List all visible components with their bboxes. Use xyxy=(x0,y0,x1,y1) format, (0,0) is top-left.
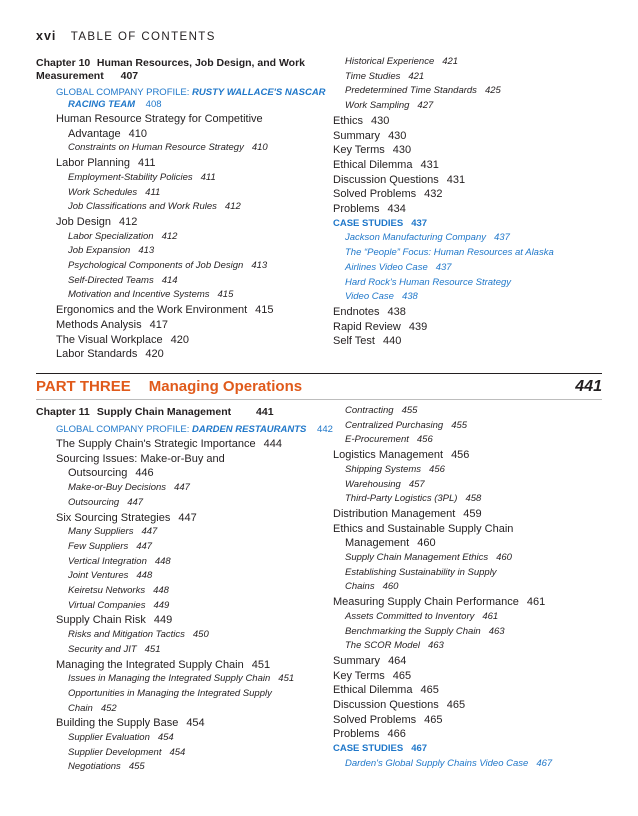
toc-section-entry[interactable] xyxy=(333,684,439,697)
entry-page-number: 413 xyxy=(251,260,268,271)
entry-page-number: 464 xyxy=(388,654,407,667)
toc-subsection-entry[interactable] xyxy=(36,260,267,272)
entry-page-number: 454 xyxy=(169,746,186,758)
entry-title: CASE STUDIES xyxy=(333,743,404,755)
entry-page-number: 439 xyxy=(408,320,428,333)
entry-page-number: 449 xyxy=(153,599,170,611)
entry-page-number: 440 xyxy=(383,335,402,348)
entry-page-number: 467 xyxy=(411,743,428,755)
toc-section-entry[interactable] xyxy=(333,449,469,462)
entry-page-number: 415 xyxy=(255,304,274,317)
toc-section-entry[interactable] xyxy=(36,304,274,317)
entry-page-number: 447 xyxy=(141,526,158,538)
entry-page-number: 448 xyxy=(154,555,171,567)
entry-page-number: 456 xyxy=(416,434,433,446)
entry-title: Security and JIT xyxy=(68,643,137,655)
entry-title: Human Resource Strategy for Competitive xyxy=(56,113,263,125)
toc-section-entry[interactable] xyxy=(333,144,411,157)
entry-title: Management xyxy=(345,537,410,550)
toc-section-entry[interactable] xyxy=(36,467,154,480)
toc-subsection-entry[interactable] xyxy=(333,464,445,476)
entry-page-number: 421 xyxy=(408,70,425,82)
toc-subsection-entry[interactable] xyxy=(333,420,467,432)
entry-title: The “People” Focus: Human Resources at Alaska xyxy=(345,247,554,259)
case-study-entry[interactable] xyxy=(333,247,554,259)
entry-title: Negotiations xyxy=(68,761,121,773)
entry-page-number: 447 xyxy=(174,482,190,494)
entry-title: Endnotes xyxy=(333,305,380,318)
entry-title: Summary xyxy=(333,129,381,142)
entry-page-number: 412 xyxy=(224,201,241,213)
entry-page-number: 456 xyxy=(429,463,445,475)
entry-title: Self-Directed Teams xyxy=(68,274,154,286)
entry-page-number: 421 xyxy=(442,56,459,67)
toc-subsection-entry[interactable] xyxy=(36,600,169,612)
entry-page-number: 425 xyxy=(484,85,501,97)
entry-page-number: 438 xyxy=(401,291,418,303)
toc-section-entry[interactable] xyxy=(333,335,401,348)
entry-title: Outsourcing xyxy=(68,496,120,508)
gcp-page: 442 xyxy=(317,424,333,435)
toc-section-entry[interactable] xyxy=(333,670,411,683)
entry-title: Supplier Development xyxy=(68,746,162,758)
gcp-name-cont: RACING TEAM xyxy=(68,99,136,110)
toc-subsection-entry[interactable] xyxy=(36,201,241,213)
entry-page-number: 455 xyxy=(451,419,468,431)
toc-section-entry[interactable] xyxy=(333,174,465,187)
toc-subsection-entry[interactable] xyxy=(36,556,171,568)
entry-page-number: 446 xyxy=(135,467,154,480)
entry-title: Methods Analysis xyxy=(56,318,142,331)
entry-title: Ethics and Sustainable Supply Chain xyxy=(333,522,514,535)
entry-title: Virtual Companies xyxy=(68,599,146,611)
toc-subsection-entry[interactable] xyxy=(333,56,458,68)
entry-page-number: 452 xyxy=(100,702,117,714)
toc-section-entry[interactable] xyxy=(36,659,270,672)
entry-page-number: 412 xyxy=(119,215,138,228)
entry-title: Job Expansion xyxy=(68,245,131,257)
entry-page-number: 451 xyxy=(144,643,161,655)
case-study-entry[interactable] xyxy=(333,291,418,303)
toc-subsection-entry[interactable] xyxy=(36,585,169,597)
page-number: xvi xyxy=(36,29,57,43)
toc-section-entry[interactable] xyxy=(333,537,436,550)
entry-page-number: 437 xyxy=(494,232,510,244)
chapter-label: Chapter 11 xyxy=(36,406,90,418)
entry-title: The Visual Workplace xyxy=(56,333,163,346)
entry-title: Assets Committed to Inventory xyxy=(345,610,475,622)
entry-page-number: 414 xyxy=(161,274,178,286)
running-header xyxy=(36,29,216,43)
toc-subsection-entry[interactable] xyxy=(333,567,497,579)
toc-subsection-entry[interactable] xyxy=(36,187,160,199)
part-rule xyxy=(36,373,602,374)
toc-section-entry[interactable] xyxy=(36,334,189,347)
entry-title: Ergonomics and the Work Environment xyxy=(56,304,248,317)
entry-page-number: 427 xyxy=(417,100,434,112)
entry-title: Self Test xyxy=(333,335,375,348)
entry-page-number: 434 xyxy=(387,203,406,215)
entry-title: Distribution Management xyxy=(333,507,456,520)
toc-subsection-entry[interactable] xyxy=(36,673,294,685)
entry-page-number: 463 xyxy=(488,625,505,637)
toc-subsection-entry[interactable] xyxy=(333,493,481,505)
case-study-entry[interactable] xyxy=(333,262,452,274)
entry-page-number: 431 xyxy=(446,173,466,186)
entry-page-number: 451 xyxy=(278,673,295,685)
toc-subsection-entry[interactable] xyxy=(333,640,444,652)
entry-page-number: 450 xyxy=(192,629,209,641)
entry-title: Time Studies xyxy=(345,70,401,82)
toc-subsection-entry[interactable] xyxy=(333,71,424,83)
entry-page-number: 459 xyxy=(463,507,482,520)
entry-title: Contracting xyxy=(345,405,394,416)
toc-section-entry[interactable] xyxy=(36,157,156,170)
entry-title: Problems xyxy=(333,728,380,741)
gcp-prefix: GLOBAL COMPANY PROFILE: xyxy=(56,424,190,435)
entry-title: Sourcing Issues: Make-or-Buy and xyxy=(56,452,225,465)
entry-title: CASE STUDIES xyxy=(333,217,404,229)
entry-title: Managing the Integrated Supply Chain xyxy=(56,658,244,671)
entry-page-number: 451 xyxy=(251,658,271,671)
entry-title: The Supply Chain's Strategic Importance xyxy=(56,438,256,450)
toc-section-entry[interactable] xyxy=(333,115,389,128)
toc-section-entry[interactable] xyxy=(333,699,465,712)
entry-title: Key Terms xyxy=(333,669,385,682)
entry-title: Constraints on Human Resource Strategy xyxy=(68,142,244,154)
entry-page-number: 430 xyxy=(370,114,390,127)
entry-page-number: 432 xyxy=(424,188,443,201)
entry-title: Joint Ventures xyxy=(68,570,129,582)
entry-title: Ethics xyxy=(333,114,363,127)
entry-title: Work Schedules xyxy=(68,186,138,198)
entry-title: Darden's Global Supply Chains Video Case xyxy=(345,757,529,769)
entry-page-number: 411 xyxy=(138,157,156,170)
entry-title: Logistics Management xyxy=(333,449,444,462)
entry-page-number: 420 xyxy=(170,333,189,346)
entry-title: Opportunities in Managing the Integrated Supply xyxy=(68,687,272,699)
entry-title: Chain xyxy=(68,702,93,714)
toc-subsection-entry[interactable] xyxy=(36,688,272,700)
toc-subsection-entry[interactable] xyxy=(36,644,161,656)
entry-title: Solved Problems xyxy=(333,188,417,201)
entry-title: Measuring Supply Chain Performance xyxy=(333,596,519,609)
entry-page-number: 449 xyxy=(153,614,173,627)
case-studies-heading[interactable] xyxy=(333,218,427,230)
entry-title: Benchmarking the Supply Chain xyxy=(345,625,481,637)
entry-title: E-Procurement xyxy=(345,434,409,446)
entry-title: Supply Chain Management Ethics xyxy=(345,552,489,563)
entry-page-number: 437 xyxy=(435,261,452,273)
entry-page-number: 465 xyxy=(424,713,443,726)
entry-title: The SCOR Model xyxy=(345,640,420,652)
entry-title: Labor Planning xyxy=(56,157,131,170)
part-page: 441 xyxy=(575,378,602,395)
toc-subsection-entry[interactable] xyxy=(36,245,154,257)
entry-title: Jackson Manufacturing Company xyxy=(345,232,486,244)
entry-title: Labor Standards xyxy=(56,348,138,361)
entry-page-number: 448 xyxy=(136,570,153,582)
toc-subsection-entry[interactable] xyxy=(333,552,512,564)
toc-subsection-entry[interactable] xyxy=(36,761,145,773)
toc-section-entry[interactable] xyxy=(36,216,137,229)
toc-subsection-entry[interactable] xyxy=(36,541,152,553)
toc-section-entry[interactable] xyxy=(36,128,147,141)
toc-subsection-entry[interactable] xyxy=(36,526,157,538)
entry-title: Key Terms xyxy=(333,144,385,157)
entry-page-number: 467 xyxy=(536,757,553,769)
toc-subsection-entry[interactable] xyxy=(36,482,190,494)
entry-title: Solved Problems xyxy=(333,713,417,726)
entry-title: Keiretsu Networks xyxy=(68,585,146,596)
gcp-prefix: GLOBAL COMPANY PROFILE: xyxy=(56,87,190,98)
toc-subsection-entry[interactable] xyxy=(36,172,216,184)
entry-page-number: 465 xyxy=(420,684,439,697)
toc-subsection-entry[interactable] xyxy=(333,479,425,491)
entry-title: Discussion Questions xyxy=(333,173,439,186)
entry-title: Video Case xyxy=(345,291,394,303)
entry-page-number: 455 xyxy=(401,405,418,416)
entry-page-number: 454 xyxy=(157,732,174,743)
entry-title: Third-Party Logistics (3PL) xyxy=(345,493,458,505)
entry-page-number: 415 xyxy=(217,289,234,301)
toc-section-entry[interactable] xyxy=(333,188,443,201)
entry-title: Establishing Sustainability in Supply xyxy=(345,566,497,578)
entry-page-number: 411 xyxy=(145,186,161,198)
toc-subsection-entry[interactable] xyxy=(36,231,177,243)
toc-section-entry[interactable] xyxy=(36,453,225,466)
chapter-title: Supply Chain Management xyxy=(96,406,232,418)
entry-page-number: 412 xyxy=(161,230,178,242)
toc-section-entry[interactable] xyxy=(333,306,406,319)
gcp-name: DARDEN RESTAURANTS xyxy=(192,424,307,435)
entry-title: Rapid Review xyxy=(333,320,401,333)
entry-title: Few Suppliers xyxy=(68,540,129,552)
toc-section-entry[interactable] xyxy=(36,512,197,525)
entry-page-number: 460 xyxy=(496,552,512,563)
entry-page-number: 461 xyxy=(482,610,499,622)
entry-page-number: 430 xyxy=(388,129,407,142)
chapter-title: Human Resources, Job Design, and Work xyxy=(96,57,306,69)
entry-title: Outsourcing xyxy=(68,467,128,480)
entry-page-number: 447 xyxy=(127,496,144,508)
toc-subsection-entry[interactable] xyxy=(36,275,178,287)
entry-page-number: 410 xyxy=(128,127,147,140)
entry-title: Issues in Managing the Integrated Supply Chain xyxy=(68,673,271,685)
entry-title: Hard Rock's Human Resource Strategy xyxy=(345,276,512,288)
entry-title: Summary xyxy=(333,654,381,667)
entry-page-number: 448 xyxy=(153,585,169,596)
toc-subsection-entry[interactable] xyxy=(333,434,433,446)
toc-section-entry[interactable] xyxy=(333,714,443,727)
chapter-page: 407 xyxy=(120,70,139,82)
toc-subsection-entry[interactable] xyxy=(36,570,152,582)
entry-title: Six Sourcing Strategies xyxy=(56,511,171,524)
entry-page-number: 458 xyxy=(465,493,482,505)
entry-title: Supplier Evaluation xyxy=(68,732,150,743)
entry-title: Vertical Integration xyxy=(68,555,147,567)
entry-title: Psychological Components of Job Design xyxy=(68,260,244,271)
toc-section-entry[interactable] xyxy=(333,130,406,143)
case-study-entry[interactable] xyxy=(333,232,510,244)
part-heading[interactable] xyxy=(36,378,602,395)
entry-page-number: 460 xyxy=(417,537,436,550)
toc-section-entry[interactable] xyxy=(333,655,406,668)
toc-subsection-entry[interactable] xyxy=(36,747,185,759)
entry-page-number: 437 xyxy=(411,217,428,229)
case-study-entry[interactable] xyxy=(333,277,511,289)
entry-title: Supply Chain Risk xyxy=(56,614,146,627)
toc-section-entry[interactable] xyxy=(333,321,427,334)
entry-title: Ethical Dilemma xyxy=(333,158,413,171)
part-name: Managing Operations xyxy=(148,378,303,395)
entry-title: Labor Specialization xyxy=(68,230,154,242)
toc-section-entry[interactable] xyxy=(333,596,545,609)
entry-title: Warehousing xyxy=(345,478,401,490)
toc-subsection-entry[interactable] xyxy=(333,100,433,112)
entry-page-number: 444 xyxy=(263,438,282,450)
entry-title: Centralized Purchasing xyxy=(345,419,444,431)
entry-title: Ethical Dilemma xyxy=(333,684,413,697)
gcp-name: RUSTY WALLACE'S NASCAR xyxy=(192,87,326,98)
toc-subsection-entry[interactable] xyxy=(36,703,117,715)
toc-subsection-entry[interactable] xyxy=(333,405,417,417)
entry-page-number: 438 xyxy=(387,305,406,318)
entry-page-number: 461 xyxy=(526,596,546,609)
entry-title: Job Design xyxy=(56,215,112,228)
chapter-page: 441 xyxy=(256,406,274,418)
entry-title: Work Sampling xyxy=(345,100,410,112)
toc-subsection-entry[interactable] xyxy=(36,289,233,301)
case-studies-heading[interactable] xyxy=(333,743,427,755)
entry-page-number: 463 xyxy=(427,640,444,652)
toc-subsection-entry[interactable] xyxy=(36,629,209,641)
entry-title: Chains xyxy=(345,581,375,593)
entry-title: Predetermined Time Standards xyxy=(345,85,477,97)
toc-section-entry[interactable] xyxy=(36,717,205,730)
entry-title: Shipping Systems xyxy=(345,463,422,475)
entry-page-number: 455 xyxy=(128,761,145,773)
entry-page-number: 430 xyxy=(392,144,412,157)
toc-subsection-entry[interactable] xyxy=(36,732,174,744)
entry-title: Airlines Video Case xyxy=(345,261,428,273)
toc-section-entry[interactable] xyxy=(36,614,172,627)
toc-section-entry[interactable] xyxy=(36,319,168,332)
entry-title: Employment-Stability Policies xyxy=(68,171,193,183)
entry-title: Building the Supply Base xyxy=(56,717,179,730)
entry-title: Risks and Mitigation Tactics xyxy=(68,629,185,641)
entry-page-number: 466 xyxy=(387,728,406,741)
entry-title: Historical Experience xyxy=(345,56,435,67)
toc-subsection-entry[interactable] xyxy=(333,85,501,97)
entry-page-number: 411 xyxy=(200,171,216,183)
toc-section-entry[interactable] xyxy=(36,113,263,126)
toc-subsection-entry[interactable] xyxy=(333,581,398,593)
entry-title: Problems xyxy=(333,203,380,215)
entry-title: Advantage xyxy=(68,127,121,140)
toc-section-entry[interactable] xyxy=(333,508,482,521)
entry-title: Make-or-Buy Decisions xyxy=(68,482,167,494)
entry-page-number: 413 xyxy=(138,245,155,257)
entry-page-number: 447 xyxy=(136,540,153,552)
entry-page-number: 465 xyxy=(392,669,412,682)
entry-page-number: 417 xyxy=(149,318,168,331)
entry-title: Motivation and Incentive Systems xyxy=(68,289,210,301)
entry-page-number: 465 xyxy=(446,699,466,711)
entry-page-number: 447 xyxy=(178,511,197,524)
entry-title: Discussion Questions xyxy=(333,699,439,711)
gcp-page: 408 xyxy=(145,99,162,110)
chapter-label: Chapter 10 xyxy=(36,57,91,69)
entry-title: Many Suppliers xyxy=(68,526,134,538)
toc-section-entry[interactable] xyxy=(36,348,164,361)
entry-page-number: 460 xyxy=(382,581,399,593)
entry-page-number: 410 xyxy=(251,142,268,154)
toc-section-entry[interactable] xyxy=(333,523,513,536)
toc-subsection-entry[interactable] xyxy=(333,611,498,623)
case-study-entry[interactable] xyxy=(333,758,552,770)
entry-page-number: 456 xyxy=(451,449,470,462)
toc-subsection-entry[interactable] xyxy=(36,142,268,154)
part-underline xyxy=(36,399,602,400)
chapter-title-cont: Measurement xyxy=(36,70,104,82)
entry-page-number: 431 xyxy=(420,158,439,171)
entry-title: Job Classifications and Work Rules xyxy=(68,201,217,213)
toc-section-entry[interactable] xyxy=(333,728,406,741)
part-label: PART THREE xyxy=(36,378,131,395)
toc-subsection-entry[interactable] xyxy=(36,497,143,509)
toc-section-entry[interactable] xyxy=(333,159,439,172)
entry-page-number: 454 xyxy=(186,717,205,730)
entry-page-number: 457 xyxy=(408,478,425,490)
header-title: TABLE OF CONTENTS xyxy=(70,31,216,43)
toc-subsection-entry[interactable] xyxy=(333,626,505,638)
toc-section-entry[interactable] xyxy=(36,438,282,451)
entry-page-number: 420 xyxy=(145,348,164,361)
toc-section-entry[interactable] xyxy=(333,203,406,216)
